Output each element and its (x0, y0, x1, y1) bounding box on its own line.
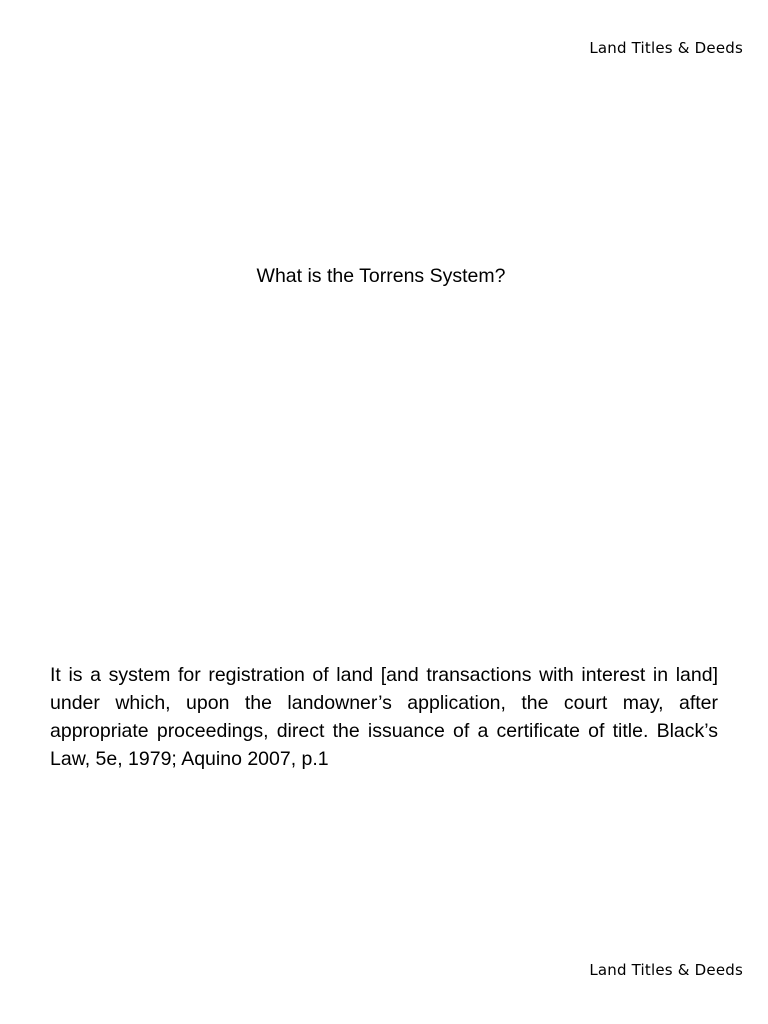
body-paragraph: It is a system for registration of land [and transactions with interest in land] under which, upon the landowner’s application, the court may, after appropriate proceedings, direct the issuance of a certificate of title. Black’s Law, 5e, 1979; Aquino 2007, p.1 (50, 664, 718, 770)
running-header: Land Titles & Deeds (589, 39, 743, 57)
running-footer: Land Titles & Deeds (589, 961, 743, 979)
page-title: What is the Torrens System? (256, 265, 506, 287)
